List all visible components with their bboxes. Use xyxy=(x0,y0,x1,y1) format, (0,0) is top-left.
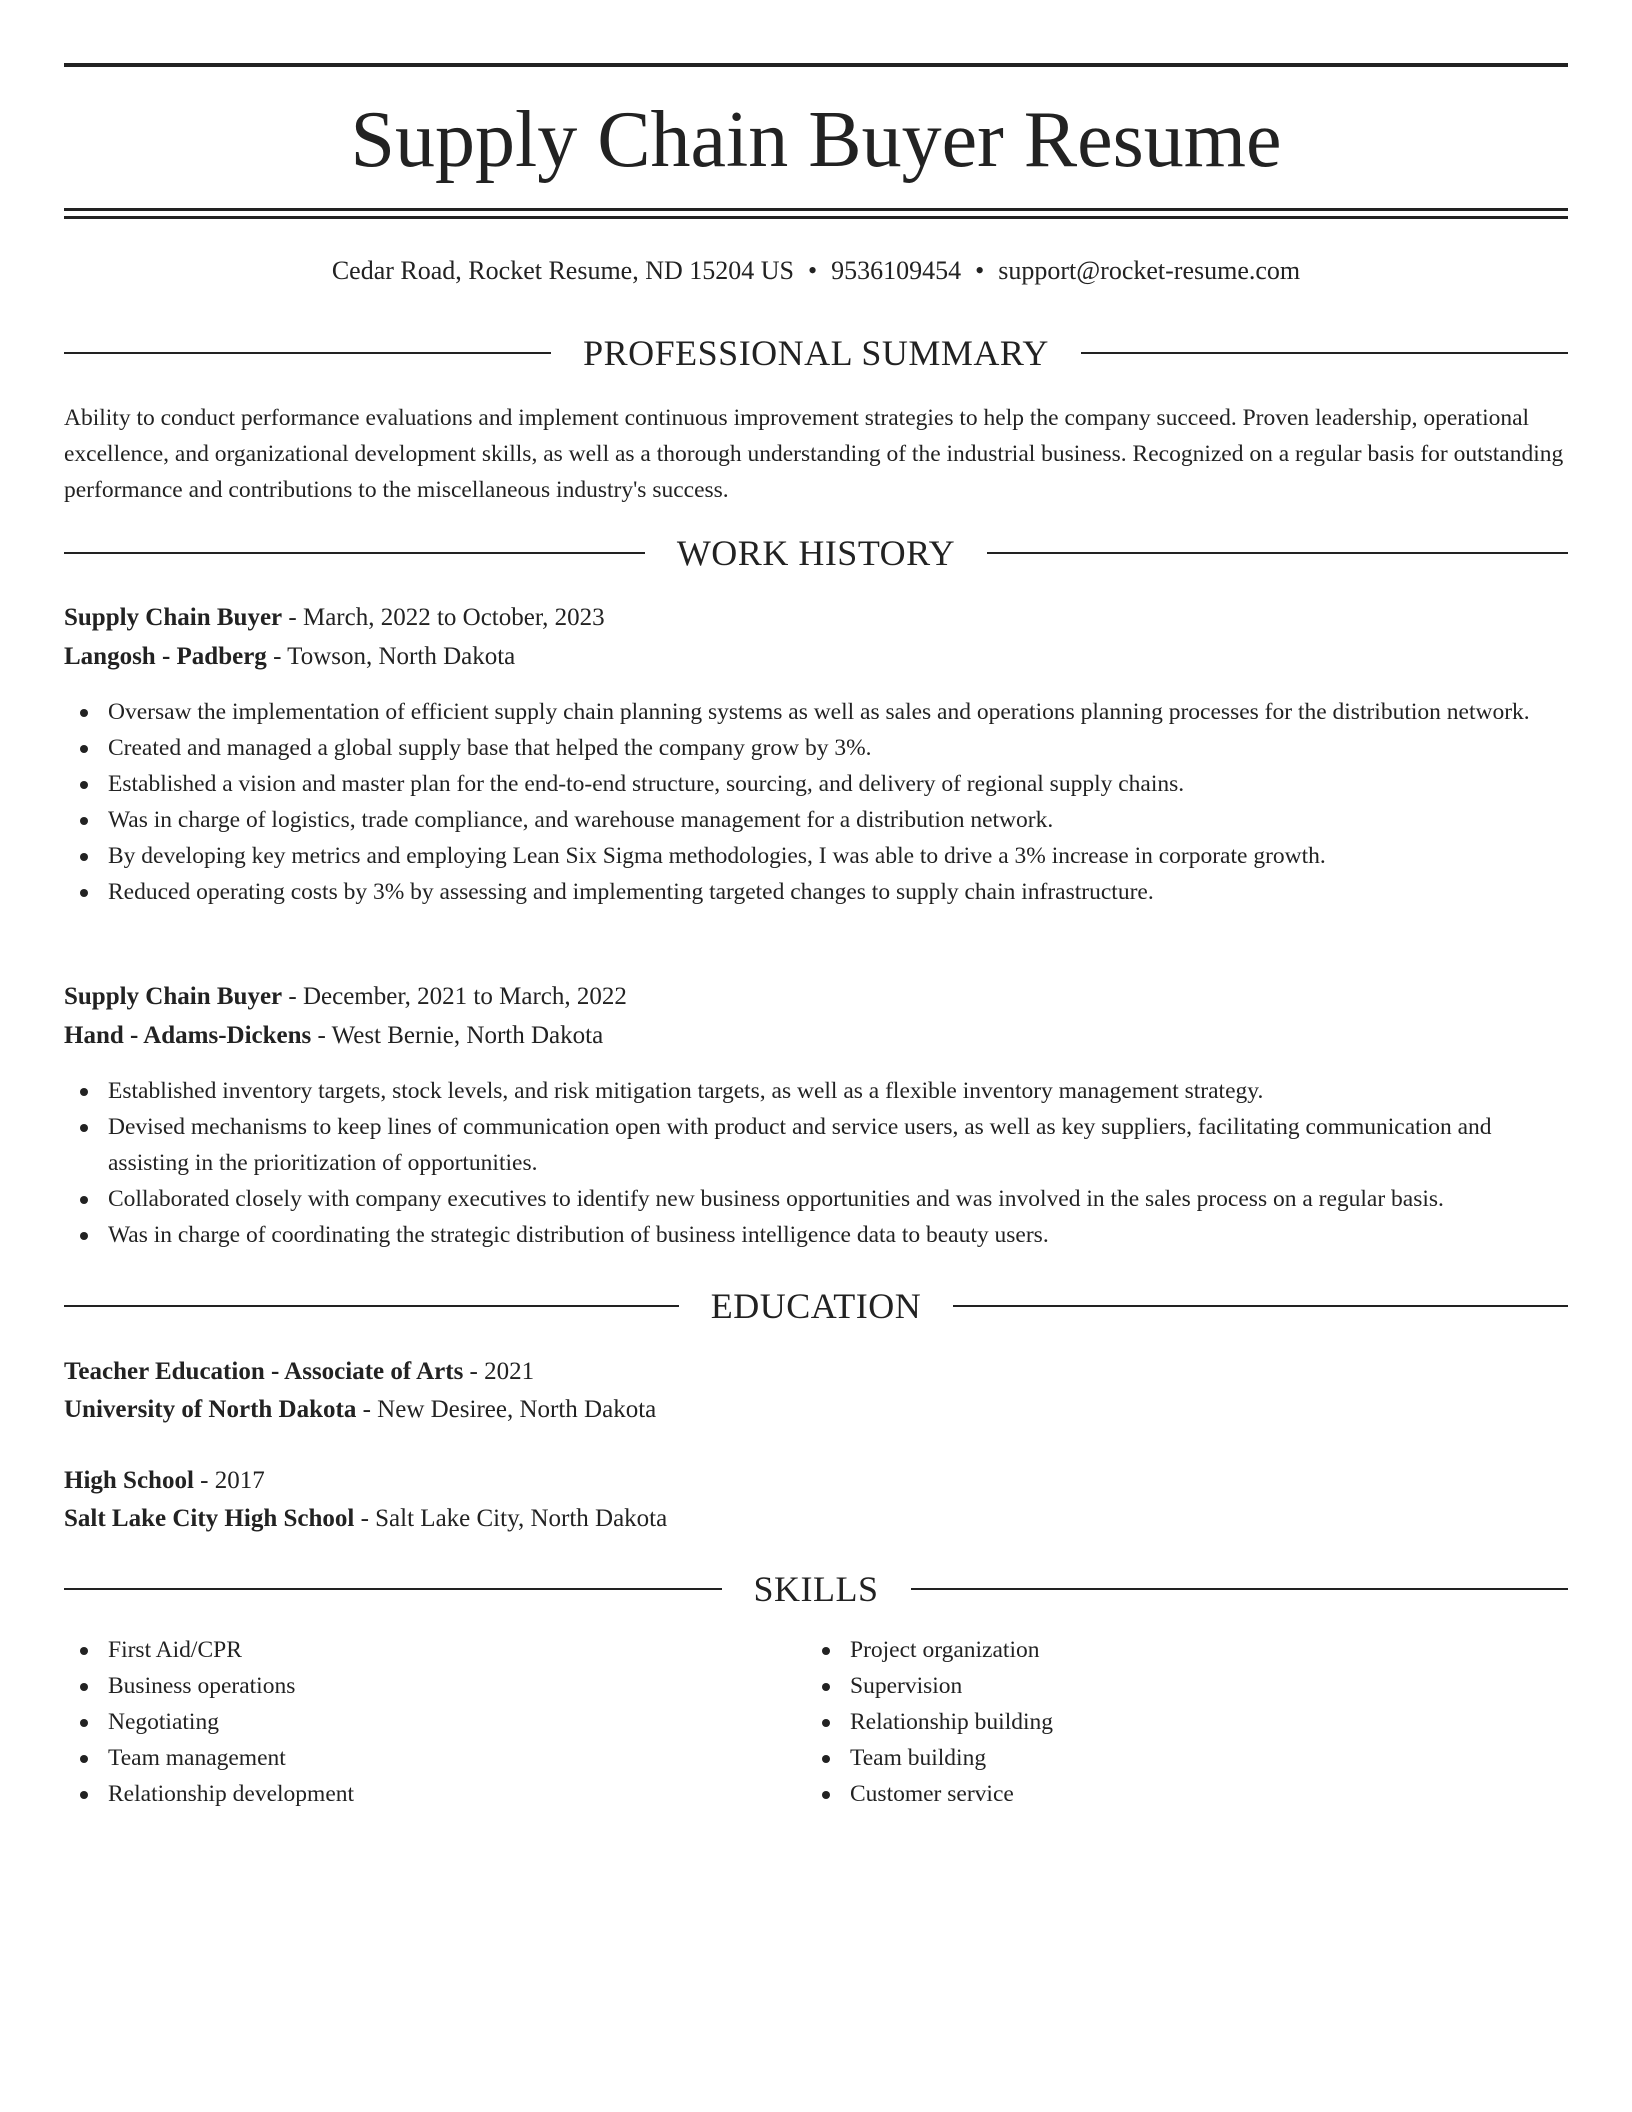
job-company-line xyxy=(64,638,1568,676)
contact-address: Cedar Road, Rocket Resume, ND 15204 US xyxy=(331,256,795,285)
heading-rule xyxy=(64,1305,679,1307)
education-degree: High School xyxy=(64,1467,194,1494)
job-company: Hand - Adams-Dickens xyxy=(64,1022,312,1049)
list-item: Collaborated closely with company executives to identify new business opportunities and was involved in the sales process on a regular basis. xyxy=(64,1181,1568,1217)
section-heading-skills xyxy=(64,1567,1568,1611)
list-item: Was in charge of coordinating the strategic distribution of business intelligence data to beauty users. xyxy=(64,1217,1568,1253)
education-year: - 2017 xyxy=(193,1467,265,1494)
heading-rule xyxy=(953,1305,1568,1307)
section-heading-education xyxy=(64,1284,1568,1328)
skill-item: Negotiating xyxy=(64,1704,764,1740)
education-school: Salt Lake City High School xyxy=(64,1505,355,1532)
list-item: Reduced operating costs by 3% by assessing and implementing targeted changes to supply chain infrastructure. xyxy=(64,874,1568,910)
list-item: By developing key metrics and employing Lean Six Sigma methodologies, I was able to drive a 3% increase in corporate growth. xyxy=(64,838,1568,874)
skill-item: Team building xyxy=(806,1740,1506,1776)
contact-separator: • xyxy=(975,256,985,285)
skill-item: Relationship building xyxy=(806,1704,1506,1740)
heading-rule xyxy=(64,352,551,354)
heading-rule xyxy=(911,1588,1569,1590)
list-item: Created and managed a global supply base that helped the company grow by 3%. xyxy=(64,730,1568,766)
job-dates: - March, 2022 to October, 2023 xyxy=(282,604,605,631)
skill-item: Project organization xyxy=(806,1632,1506,1668)
education-degree-line xyxy=(64,1462,1568,1500)
education-year: - 2021 xyxy=(463,1358,535,1385)
list-item: Established inventory targets, stock levels, and risk mitigation targets, as well as a flexible inventory management strategy. xyxy=(64,1073,1568,1109)
list-item: Established a vision and master plan for the end-to-end structure, sourcing, and delivery of regional supply chains. xyxy=(64,766,1568,802)
list-item: Was in charge of logistics, trade compliance, and warehouse management for a distribution network. xyxy=(64,802,1568,838)
skill-item: Customer service xyxy=(806,1776,1506,1812)
contact-separator: • xyxy=(808,256,818,285)
skill-item: Relationship development xyxy=(64,1776,764,1812)
education-school: University of North Dakota xyxy=(64,1396,357,1423)
education-degree-line xyxy=(64,1353,1568,1391)
section-title: WORK HISTORY xyxy=(676,533,956,573)
education-location: - New Desiree, North Dakota xyxy=(356,1396,657,1423)
skill-item: Team management xyxy=(64,1740,764,1776)
education-location: - Salt Lake City, North Dakota xyxy=(354,1505,668,1532)
heading-rule xyxy=(64,552,645,554)
job-title-line xyxy=(64,599,1568,637)
section-title: SKILLS xyxy=(753,1569,879,1609)
heading-rule xyxy=(1081,352,1568,354)
job-title: Supply Chain Buyer xyxy=(64,604,283,631)
skills-list-right xyxy=(806,1632,1506,1812)
job-title-line xyxy=(64,978,1568,1016)
skills-list-left xyxy=(64,1632,764,1812)
job-location: - West Bernie, North Dakota xyxy=(311,1022,604,1049)
resume-title: Supply Chain Buyer Resume xyxy=(350,96,1282,184)
job-location: - Towson, North Dakota xyxy=(266,643,516,670)
section-title: EDUCATION xyxy=(710,1286,922,1326)
section-title: PROFESSIONAL SUMMARY xyxy=(583,333,1049,373)
title-rule-lower xyxy=(64,216,1568,219)
contact-line xyxy=(64,253,1568,289)
list-item: Devised mechanisms to keep lines of communication open with product and service users, as well as key suppliers, facilitating communication and assisting in the prioritization of opportunities. xyxy=(64,1109,1568,1181)
job-bullets xyxy=(64,1073,1568,1253)
skill-item: Supervision xyxy=(806,1668,1506,1704)
education-degree: Teacher Education - Associate of Arts xyxy=(64,1358,464,1385)
education-school-line xyxy=(64,1391,1568,1429)
contact-email: support@rocket-resume.com xyxy=(998,256,1301,285)
skill-item: Business operations xyxy=(64,1668,764,1704)
job-company: Langosh - Padberg xyxy=(64,643,267,670)
job-title: Supply Chain Buyer xyxy=(64,983,283,1010)
skill-item: First Aid/CPR xyxy=(64,1632,764,1668)
heading-rule xyxy=(64,1588,722,1590)
section-heading-summary xyxy=(64,331,1568,375)
job-dates: - December, 2021 to March, 2022 xyxy=(282,983,627,1010)
list-item: Oversaw the implementation of efficient supply chain planning systems as well as sales and operations planning processes for the distribution network. xyxy=(64,694,1568,730)
job-bullets xyxy=(64,694,1568,910)
contact-phone: 9536109454 xyxy=(831,256,962,285)
section-heading-work xyxy=(64,531,1568,575)
job-company-line xyxy=(64,1017,1568,1055)
education-school-line xyxy=(64,1500,1568,1538)
top-rule xyxy=(64,63,1568,67)
title-rule-upper xyxy=(64,208,1568,211)
heading-rule xyxy=(987,552,1568,554)
summary-text: Ability to conduct performance evaluations and implement continuous improvement strategies to help the company succeed. Proven leadership, operational excellence, and organizational development skills, as well as a thorough understanding of the industrial business. Recognized on a regular basis for outstanding performance and contributions to the miscellaneous industry's success. xyxy=(64,405,1564,503)
